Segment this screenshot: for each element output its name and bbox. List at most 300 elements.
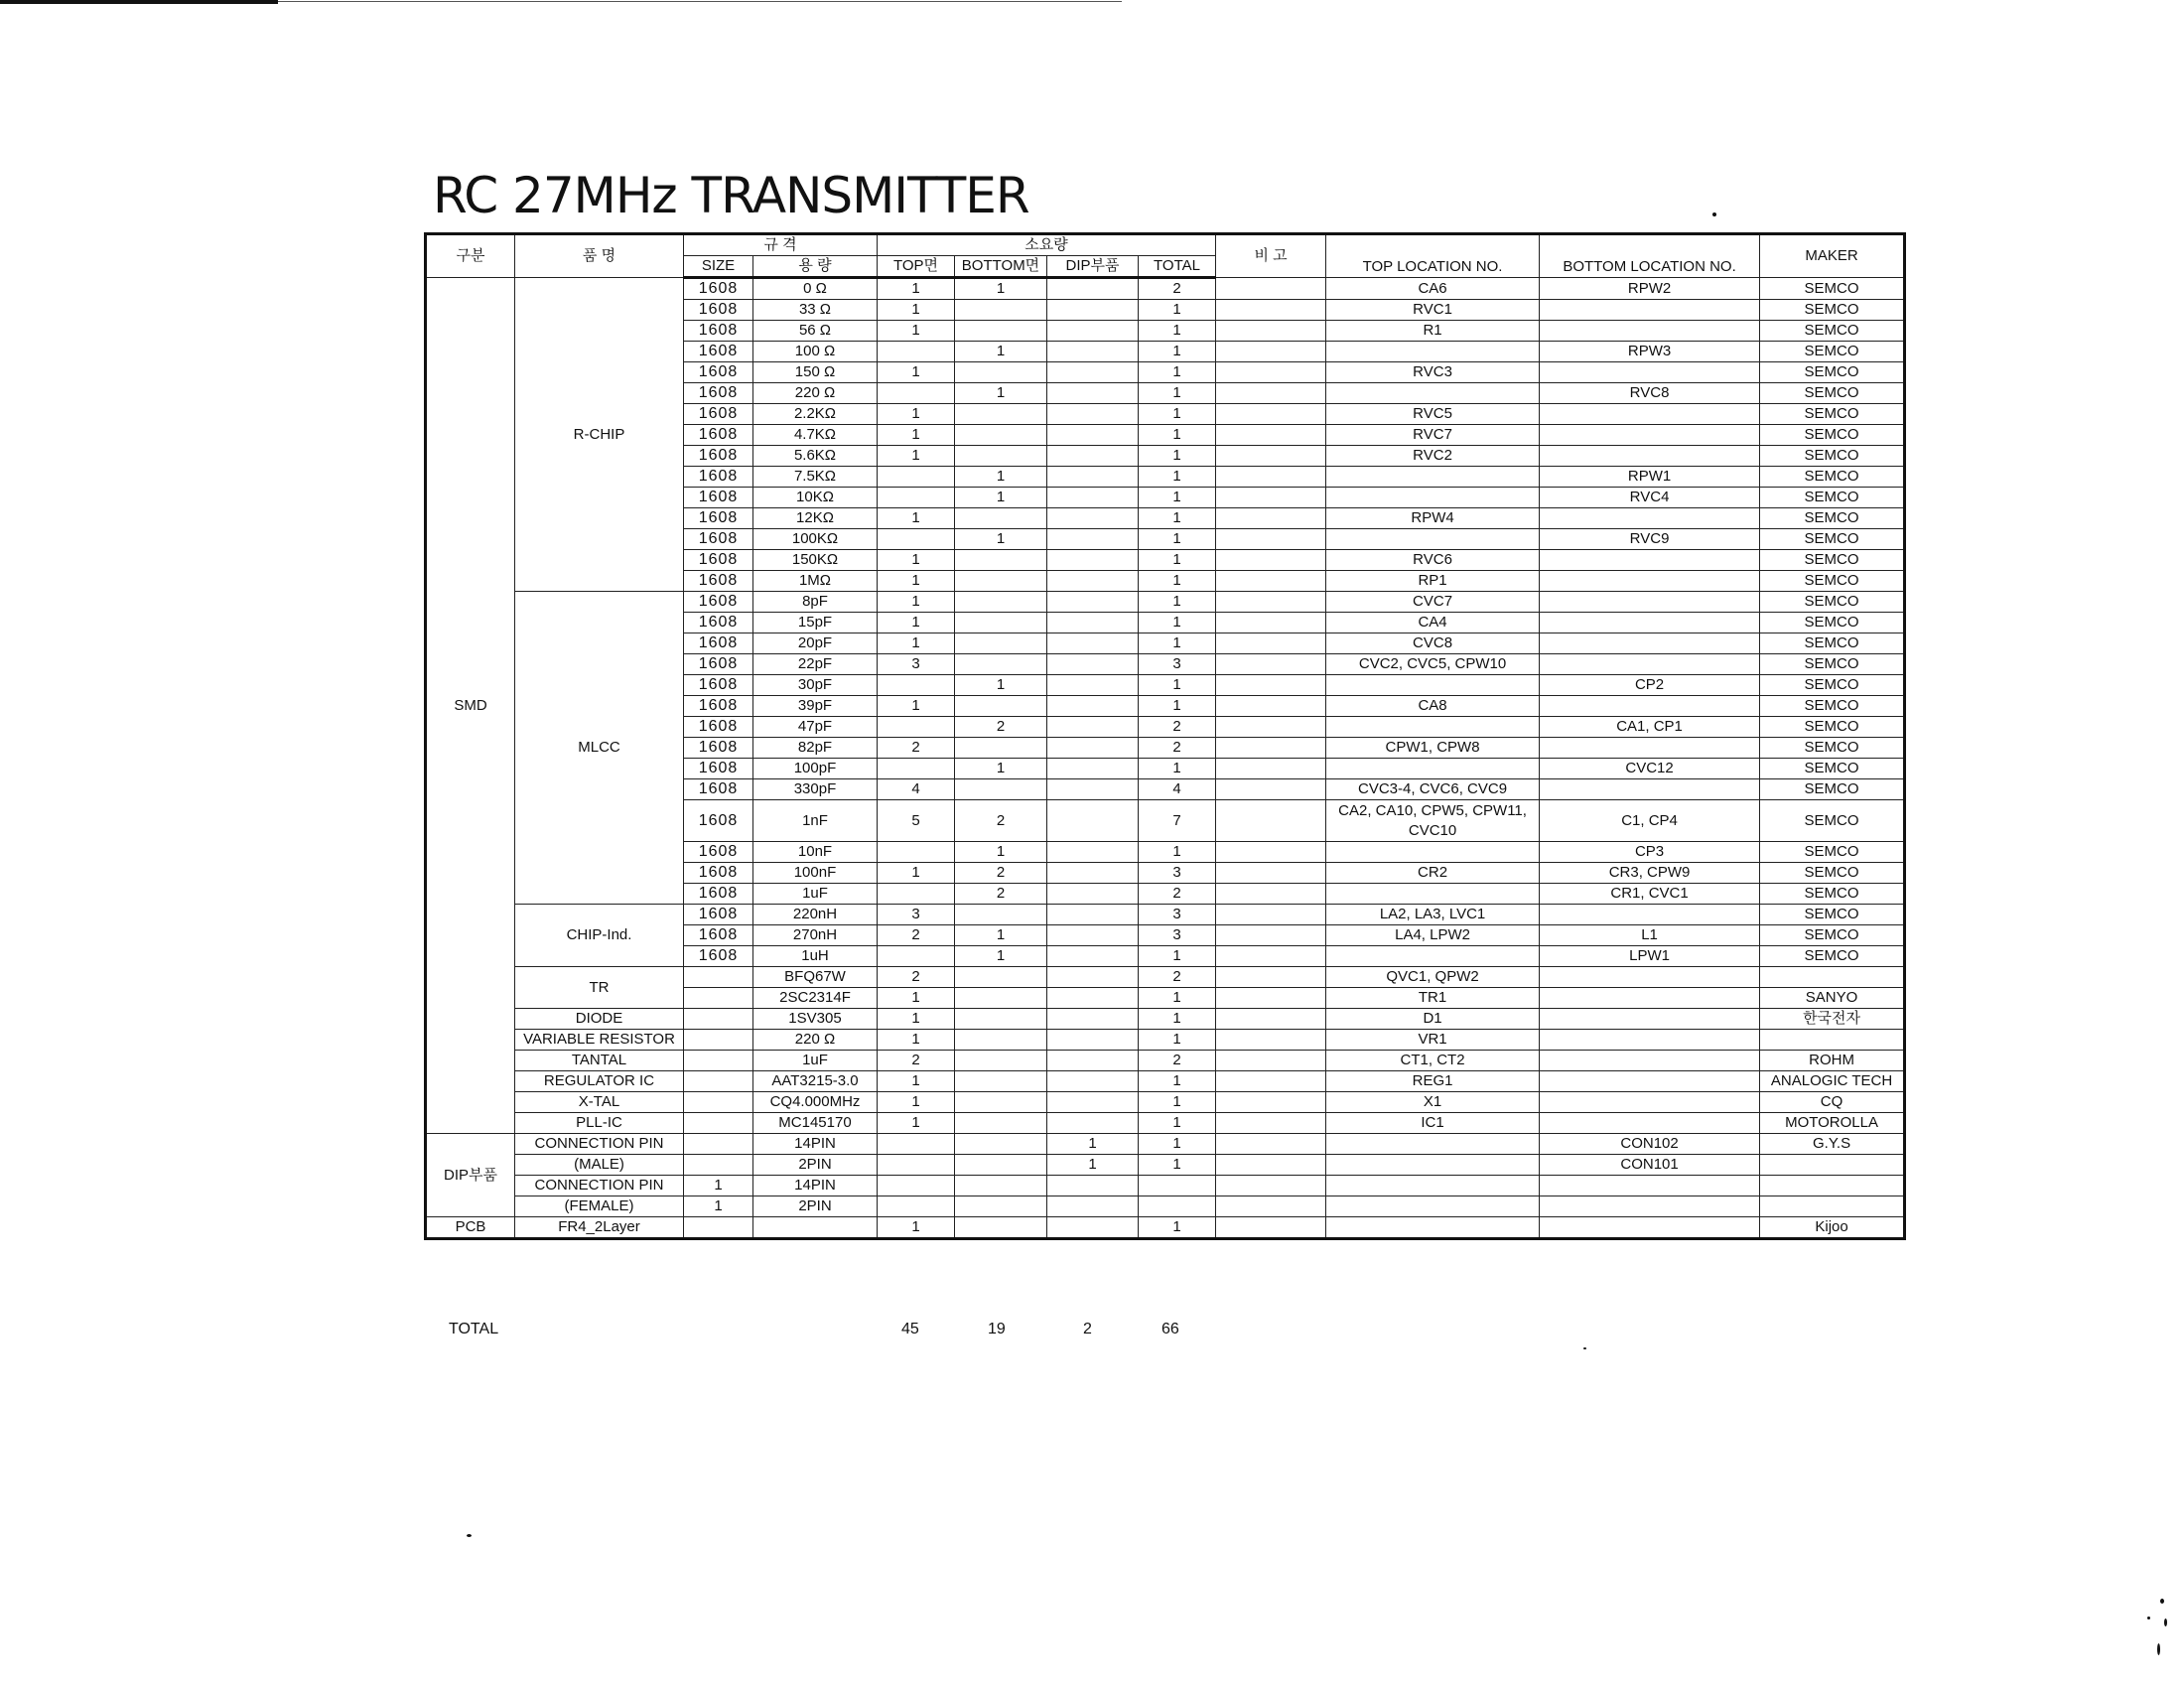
remarks-cell [1216,550,1326,571]
top-qty-cell: 1 [878,1071,955,1092]
value-cell: 100 Ω [753,342,878,362]
bottom-location-cell [1540,633,1760,654]
maker-cell: SEMCO [1760,905,1905,925]
maker-cell: SEMCO [1760,446,1905,467]
top-location-cell [1326,467,1540,488]
total-qty-cell: 1 [1139,550,1216,571]
bottom-qty-cell [955,446,1047,467]
bottom-qty-cell: 2 [955,800,1047,842]
header-top-location: TOP LOCATION NO. [1326,234,1540,278]
bottom-location-cell [1540,550,1760,571]
maker-cell: SEMCO [1760,278,1905,300]
total-qty-cell: 1 [1139,842,1216,863]
dip-qty-cell [1047,696,1139,717]
maker-cell: SEMCO [1760,654,1905,675]
value-cell: 1uH [753,946,878,967]
top-location-cell [1326,1196,1540,1217]
top-qty-cell: 3 [878,654,955,675]
top-qty-cell: 1 [878,362,955,383]
bom-table [424,232,1906,1240]
dip-qty-cell [1047,1217,1139,1239]
total-qty-cell: 1 [1139,592,1216,613]
dip-qty-cell [1047,613,1139,633]
value-cell: 2PIN [753,1155,878,1176]
header-category: 구분 [426,234,515,278]
dip-qty-cell [1047,1196,1139,1217]
dip-qty-cell [1047,300,1139,321]
bottom-qty-cell: 2 [955,863,1047,884]
part-name-cell: CONNECTION PIN [515,1176,684,1196]
top-qty-cell: 1 [878,633,955,654]
part-name-cell: MLCC [515,592,684,905]
scan-speck [467,1534,472,1537]
part-name-cell: CONNECTION PIN [515,1134,684,1155]
total-qty-cell: 1 [1139,321,1216,342]
total-qty-cell: 7 [1139,800,1216,842]
top-location-cell: CA6 [1326,278,1540,300]
table-row [426,1196,1905,1217]
total-qty-cell: 3 [1139,925,1216,946]
header-dip: DIP부품 [1047,256,1139,278]
table-row [426,1176,1905,1196]
size-cell: 1608 [684,633,753,654]
part-name-cell: DIODE [515,1009,684,1030]
maker-cell: SEMCO [1760,738,1905,759]
remarks-cell [1216,300,1326,321]
remarks-cell [1216,1134,1326,1155]
maker-cell [1760,1155,1905,1176]
table-row [426,1071,1905,1092]
size-cell: 1608 [684,905,753,925]
bottom-qty-cell [955,1217,1047,1239]
bottom-location-cell [1540,1176,1760,1196]
top-qty-cell: 2 [878,967,955,988]
remarks-cell [1216,863,1326,884]
bottom-qty-cell: 1 [955,675,1047,696]
remarks-cell [1216,1030,1326,1051]
top-qty-cell [878,946,955,967]
size-cell: 1608 [684,759,753,779]
bottom-location-cell [1540,404,1760,425]
top-qty-cell [878,675,955,696]
bottom-qty-cell [955,550,1047,571]
top-qty-cell: 1 [878,278,955,300]
top-qty-cell: 4 [878,779,955,800]
bottom-qty-cell: 1 [955,342,1047,362]
value-cell: 33 Ω [753,300,878,321]
total-qty-cell: 1 [1139,1155,1216,1176]
maker-cell: ANALOGIC TECH [1760,1071,1905,1092]
remarks-cell [1216,905,1326,925]
total-qty-cell: 1 [1139,342,1216,362]
bottom-qty-cell [955,1030,1047,1051]
bottom-qty-cell: 1 [955,278,1047,300]
size-cell: 1608 [684,738,753,759]
bottom-qty-cell [955,967,1047,988]
top-qty-cell [878,842,955,863]
remarks-cell [1216,800,1326,842]
bottom-location-cell: RPW3 [1540,342,1760,362]
part-name-cell: REGULATOR IC [515,1071,684,1092]
dip-qty-cell: 1 [1047,1134,1139,1155]
top-qty-cell: 1 [878,571,955,592]
dip-qty-cell [1047,654,1139,675]
value-cell: 1MΩ [753,571,878,592]
top-qty-cell: 1 [878,1217,955,1239]
total-qty-cell: 1 [1139,425,1216,446]
bottom-location-cell: RVC9 [1540,529,1760,550]
bottom-location-cell [1540,300,1760,321]
total-qty-cell: 1 [1139,675,1216,696]
maker-cell [1760,967,1905,988]
maker-cell: SEMCO [1760,779,1905,800]
size-cell: 1608 [684,467,753,488]
maker-cell: SEMCO [1760,342,1905,362]
scan-edge-line [0,0,278,4]
remarks-cell [1216,1009,1326,1030]
value-cell: 39pF [753,696,878,717]
bottom-qty-cell: 1 [955,383,1047,404]
value-cell: 2SC2314F [753,988,878,1009]
value-cell: 220 Ω [753,1030,878,1051]
remarks-cell [1216,675,1326,696]
dip-qty-cell [1047,278,1139,300]
dip-qty-cell [1047,1113,1139,1134]
bottom-qty-cell [955,988,1047,1009]
value-cell [753,1217,878,1239]
top-location-cell [1326,717,1540,738]
bottom-location-cell: LPW1 [1540,946,1760,967]
value-cell: CQ4.000MHz [753,1092,878,1113]
total-qty-cell: 1 [1139,759,1216,779]
maker-cell: SEMCO [1760,925,1905,946]
part-name-cell: CHIP-Ind. [515,905,684,967]
size-cell: 1608 [684,946,753,967]
size-cell: 1608 [684,613,753,633]
size-cell: 1608 [684,863,753,884]
maker-cell: SEMCO [1760,488,1905,508]
maker-cell: SEMCO [1760,467,1905,488]
total-top: 45 [901,1321,919,1337]
category-cell: SMD [426,278,515,1134]
table-row [426,1155,1905,1176]
remarks-cell [1216,988,1326,1009]
maker-cell: SEMCO [1760,550,1905,571]
total-qty-cell: 1 [1139,508,1216,529]
size-cell [684,1030,753,1051]
bottom-location-cell [1540,738,1760,759]
size-cell [684,1217,753,1239]
remarks-cell [1216,342,1326,362]
dip-qty-cell [1047,321,1139,342]
size-cell: 1608 [684,654,753,675]
value-cell: 100nF [753,863,878,884]
dip-qty-cell [1047,425,1139,446]
table-row [426,592,1905,613]
dip-qty-cell [1047,633,1139,654]
total-dip: 2 [1083,1321,1092,1337]
total-qty-cell: 1 [1139,1217,1216,1239]
value-cell: 15pF [753,613,878,633]
top-location-cell: REG1 [1326,1071,1540,1092]
size-cell [684,1051,753,1071]
total-qty-cell [1139,1196,1216,1217]
value-cell: 220 Ω [753,383,878,404]
total-qty-cell: 2 [1139,717,1216,738]
maker-cell: Kijoo [1760,1217,1905,1239]
size-cell [684,1071,753,1092]
header-top: TOP면 [878,256,955,278]
top-location-cell [1326,884,1540,905]
value-cell: BFQ67W [753,967,878,988]
value-cell: 14PIN [753,1176,878,1196]
remarks-cell [1216,425,1326,446]
size-cell [684,1092,753,1113]
top-qty-cell [878,1134,955,1155]
maker-cell: SEMCO [1760,425,1905,446]
dip-qty-cell [1047,467,1139,488]
total-total: 66 [1161,1321,1179,1337]
table-row [426,1134,1905,1155]
header-bottom: BOTTOM면 [955,256,1047,278]
dip-qty-cell [1047,884,1139,905]
scan-speck [2147,1617,2150,1619]
total-qty-cell: 1 [1139,467,1216,488]
value-cell: 1uF [753,1051,878,1071]
bottom-qty-cell [955,508,1047,529]
bottom-location-cell [1540,613,1760,633]
category-cell: DIP부품 [426,1134,515,1217]
remarks-cell [1216,925,1326,946]
top-qty-cell: 1 [878,1113,955,1134]
bom-table-container [424,232,1903,1240]
value-cell: 7.5KΩ [753,467,878,488]
top-location-cell: QVC1, QPW2 [1326,967,1540,988]
top-location-cell: CVC3-4, CVC6, CVC9 [1326,779,1540,800]
bottom-qty-cell [955,1092,1047,1113]
total-label: TOTAL [449,1321,499,1337]
total-qty-cell: 1 [1139,300,1216,321]
bottom-qty-cell [955,300,1047,321]
header-bottom-location: BOTTOM LOCATION NO. [1540,234,1760,278]
dip-qty-cell [1047,1009,1139,1030]
value-cell: 150KΩ [753,550,878,571]
maker-cell: SEMCO [1760,321,1905,342]
size-cell: 1608 [684,925,753,946]
remarks-cell [1216,383,1326,404]
total-qty-cell: 4 [1139,779,1216,800]
top-qty-cell: 1 [878,446,955,467]
total-qty-cell: 1 [1139,1071,1216,1092]
top-location-cell: CA4 [1326,613,1540,633]
maker-cell: ROHM [1760,1051,1905,1071]
bottom-location-cell [1540,1113,1760,1134]
part-name-cell: R-CHIP [515,278,684,592]
size-cell: 1608 [684,300,753,321]
top-location-cell: TR1 [1326,988,1540,1009]
bottom-qty-cell [955,592,1047,613]
top-qty-cell: 3 [878,905,955,925]
remarks-cell [1216,738,1326,759]
bom-table-body [426,278,1905,1239]
top-location-cell [1326,488,1540,508]
top-location-cell [1326,759,1540,779]
bottom-qty-cell: 1 [955,488,1047,508]
top-location-cell: LA2, LA3, LVC1 [1326,905,1540,925]
bottom-qty-cell [955,1134,1047,1155]
remarks-cell [1216,967,1326,988]
total-qty-cell: 1 [1139,1113,1216,1134]
value-cell: 100KΩ [753,529,878,550]
size-cell: 1608 [684,342,753,362]
remarks-cell [1216,1071,1326,1092]
top-location-cell [1326,842,1540,863]
scan-speck [1583,1347,1586,1349]
size-cell [684,988,753,1009]
total-qty-cell: 2 [1139,884,1216,905]
bottom-qty-cell [955,571,1047,592]
value-cell: 10KΩ [753,488,878,508]
top-qty-cell: 5 [878,800,955,842]
top-location-cell: RVC7 [1326,425,1540,446]
bottom-qty-cell: 2 [955,884,1047,905]
bottom-location-cell [1540,571,1760,592]
dip-qty-cell [1047,988,1139,1009]
bottom-location-cell: CP2 [1540,675,1760,696]
top-qty-cell [878,467,955,488]
header-size: SIZE [684,256,753,278]
part-name-cell: VARIABLE RESISTOR [515,1030,684,1051]
bottom-qty-cell [955,362,1047,383]
bottom-qty-cell [955,321,1047,342]
top-location-cell [1326,342,1540,362]
scan-speck [2157,1643,2160,1655]
total-qty-cell: 1 [1139,529,1216,550]
bottom-location-cell: C1, CP4 [1540,800,1760,842]
maker-cell: 한국전자 [1760,1009,1905,1030]
scan-edge-line [278,1,1122,2]
size-cell [684,1155,753,1176]
bottom-qty-cell [955,633,1047,654]
part-name-cell: (MALE) [515,1155,684,1176]
bottom-qty-cell: 1 [955,759,1047,779]
size-cell [684,967,753,988]
bottom-location-cell [1540,1092,1760,1113]
total-qty-cell: 1 [1139,571,1216,592]
header-maker: MAKER [1760,234,1905,278]
total-qty-cell: 1 [1139,946,1216,967]
top-qty-cell: 2 [878,925,955,946]
maker-cell: SEMCO [1760,863,1905,884]
top-qty-cell [878,717,955,738]
size-cell [684,1134,753,1155]
size-cell: 1608 [684,884,753,905]
bottom-qty-cell [955,1155,1047,1176]
size-cell [684,1113,753,1134]
size-cell: 1608 [684,779,753,800]
top-qty-cell: 1 [878,988,955,1009]
bottom-qty-cell [955,654,1047,675]
top-qty-cell [878,759,955,779]
remarks-cell [1216,696,1326,717]
total-qty-cell: 2 [1139,967,1216,988]
value-cell: 5.6KΩ [753,446,878,467]
top-location-cell: CR2 [1326,863,1540,884]
bottom-qty-cell [955,1196,1047,1217]
remarks-cell [1216,1196,1326,1217]
header-spec-group: 규 격 [684,234,878,256]
value-cell: 1nF [753,800,878,842]
bottom-qty-cell: 2 [955,717,1047,738]
top-qty-cell [878,884,955,905]
size-cell [684,1009,753,1030]
maker-cell [1760,1176,1905,1196]
top-qty-cell: 1 [878,404,955,425]
remarks-cell [1216,946,1326,967]
maker-cell: SEMCO [1760,613,1905,633]
top-location-cell: RVC5 [1326,404,1540,425]
bottom-location-cell: CP3 [1540,842,1760,863]
scan-speck [1712,212,1716,216]
value-cell: 330pF [753,779,878,800]
top-qty-cell: 1 [878,1009,955,1030]
size-cell: 1608 [684,383,753,404]
size-cell: 1608 [684,278,753,300]
total-qty-cell: 1 [1139,613,1216,633]
header-capacity: 용 량 [753,256,878,278]
total-qty-cell: 1 [1139,988,1216,1009]
remarks-cell [1216,362,1326,383]
remarks-cell [1216,467,1326,488]
top-location-cell [1326,1217,1540,1239]
value-cell: 12KΩ [753,508,878,529]
dip-qty-cell [1047,842,1139,863]
bottom-location-cell [1540,321,1760,342]
top-location-cell: VR1 [1326,1030,1540,1051]
bottom-location-cell [1540,1030,1760,1051]
total-qty-cell: 2 [1139,738,1216,759]
maker-cell: SEMCO [1760,800,1905,842]
maker-cell: SEMCO [1760,946,1905,967]
maker-cell: SEMCO [1760,383,1905,404]
table-row [426,1051,1905,1071]
value-cell: 56 Ω [753,321,878,342]
bottom-location-cell [1540,508,1760,529]
dip-qty-cell [1047,342,1139,362]
size-cell: 1608 [684,425,753,446]
dip-qty-cell [1047,550,1139,571]
size-cell: 1608 [684,446,753,467]
dip-qty-cell: 1 [1047,1155,1139,1176]
top-location-cell [1326,529,1540,550]
total-qty-cell: 1 [1139,696,1216,717]
top-qty-cell: 1 [878,300,955,321]
bottom-qty-cell [955,1071,1047,1092]
top-location-cell: LA4, LPW2 [1326,925,1540,946]
remarks-cell [1216,654,1326,675]
top-qty-cell [878,1176,955,1196]
top-location-cell: R1 [1326,321,1540,342]
remarks-cell [1216,884,1326,905]
top-qty-cell [878,529,955,550]
part-name-cell: TANTAL [515,1051,684,1071]
dip-qty-cell [1047,383,1139,404]
maker-cell: SEMCO [1760,571,1905,592]
dip-qty-cell [1047,675,1139,696]
size-cell: 1608 [684,842,753,863]
total-qty-cell: 1 [1139,362,1216,383]
top-location-cell: IC1 [1326,1113,1540,1134]
